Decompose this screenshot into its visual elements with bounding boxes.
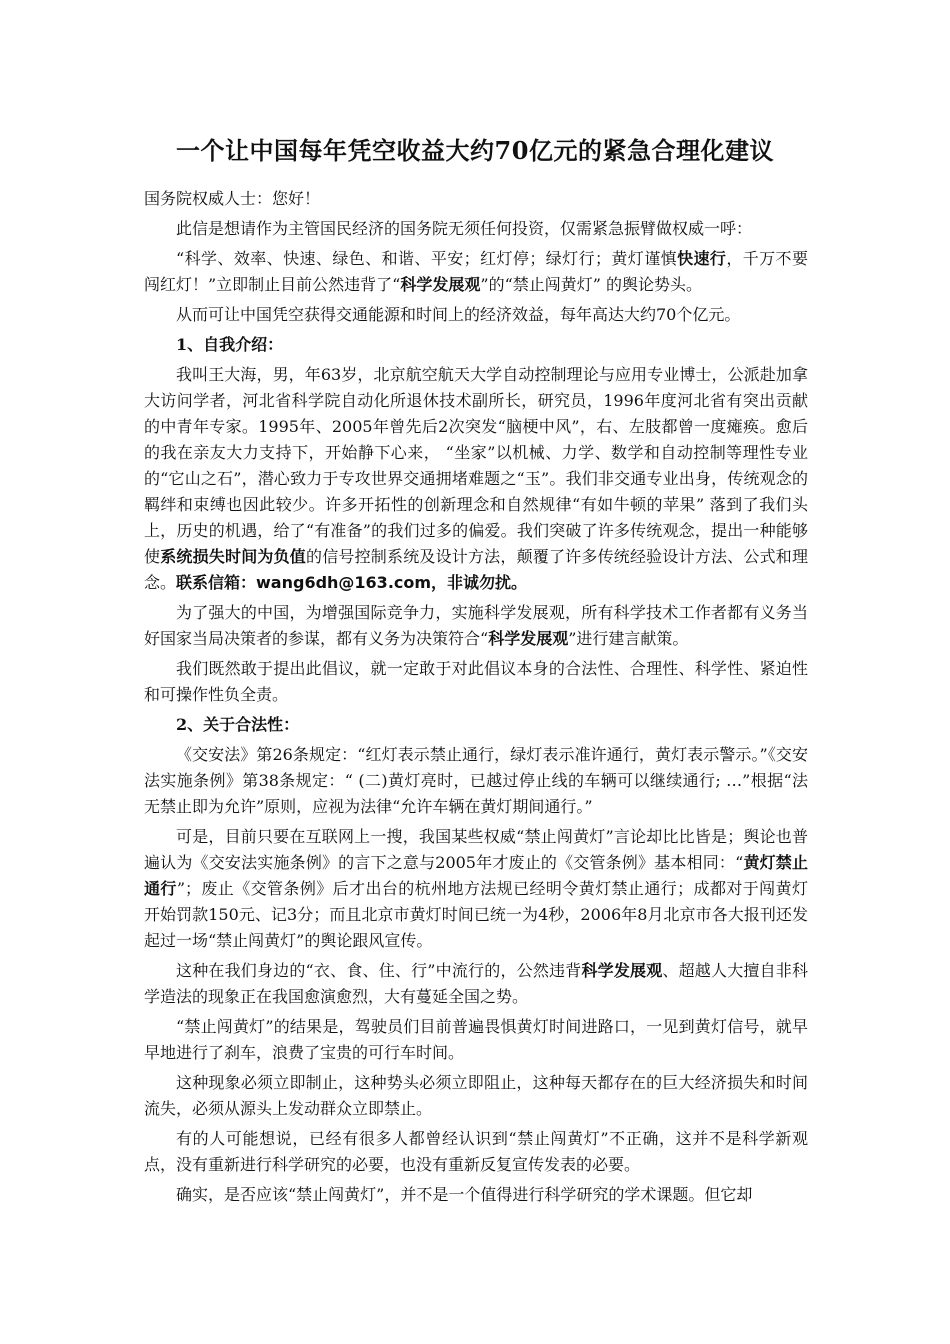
paragraph-5 bbox=[144, 600, 808, 652]
bold-text: 科学发展观 bbox=[400, 275, 481, 294]
section-heading-2: 2、关于合法性： bbox=[176, 715, 300, 734]
paragraph-11: 这种现象必须立即制止，这种势头必须立即阻止，这种每天都存在的巨大经济损失和时间流失，必须从源头上发动群众立即禁止。 bbox=[144, 1073, 808, 1118]
text: 、超越人大擅自非科学造法的现象正在我国愈演愈烈，大有蔓延全国之势。 bbox=[144, 961, 808, 1006]
paragraph-4 bbox=[144, 362, 808, 596]
text: “科学、效率、快速、绿色、和谐、平安；红灯停；绿灯行；黄灯谨慎 bbox=[176, 249, 678, 268]
bold-text: 科学发展观 bbox=[488, 629, 569, 648]
bold-text: 科学发展观 bbox=[581, 961, 663, 980]
section-heading-1: 1、自我介绍： bbox=[176, 335, 284, 354]
paragraph-2 bbox=[144, 246, 808, 298]
text: 为了强大的中国，为增强国际竞争力，实施科学发展观，所有科学技术工作者都有义务当好国家当局决策者的参谋，都有义务为决策符合“ bbox=[144, 603, 808, 648]
paragraph-13: 确实，是否应该“禁止闯黄灯”，并不是一个值得进行科学研究的学术课题。但它却 bbox=[176, 1185, 753, 1204]
bold-text: 系统损失时间为负值 bbox=[160, 547, 306, 566]
paragraph-3: 从而可让中国凭空获得交通能源和时间上的经济效益，每年高达大约70个亿元。 bbox=[176, 305, 741, 324]
paragraph-1: 此信是想请作为主管国民经济的国务院无须任何投资，仅需紧急振臂做权威一呼： bbox=[176, 219, 753, 238]
paragraph-9 bbox=[144, 958, 808, 1010]
bold-text: 快速行 bbox=[677, 249, 727, 268]
paragraph-6: 我们既然敢于提出此倡议，就一定敢于对此倡议本身的合法性、合理性、科学性、紧迫性和可操作性负全责。 bbox=[144, 659, 808, 704]
document-title: 一个让中国每年凭空收益大约70亿元的紧急合理化建议 bbox=[176, 136, 774, 165]
paragraph-7: 《交安法》第26条规定：“红灯表示禁止通行，绿灯表示准许通行，黄灯表示警示。”《交安法实施条例》第38条规定：“ (二)黄灯亮时，已越过停止线的车辆可以继续通行; …”根据“法无禁止即为允许”原则，应视为法律“允许车辆在黄灯期间通行。” bbox=[144, 745, 808, 816]
text: ”的“禁止闯黄灯” 的舆论势头。 bbox=[480, 275, 703, 294]
bold-text: 黄灯禁止通行 bbox=[144, 853, 808, 898]
contact-email: 联系信箱：wang6dh@163.com，非诚勿扰。 bbox=[176, 573, 528, 592]
paragraph-10: “禁止闯黄灯”的结果是，驾驶员们目前普遍畏惧黄灯时间进路口，一见到黄灯信号，就早早地进行了刹车，浪费了宝贵的可行车时间。 bbox=[144, 1017, 808, 1062]
paragraph-12: 有的人可能想说，已经有很多人都曾经认识到“禁止闯黄灯”不正确，这并不是科学新观点，没有重新进行科学研究的必要，也没有重新反复宣传发表的必要。 bbox=[144, 1129, 808, 1174]
greeting: 国务院权威人士：您好！ bbox=[144, 189, 321, 208]
text: 的信号控制系统及设计方法，颠覆了许多传统经验设计方法、公式和理念。 bbox=[144, 547, 808, 592]
text: ”；废止《交管条例》后才出台的杭州地方法规已经明令黄灯禁止通行；成都对于闯黄灯开始罚款150元、记3分；而且北京市黄灯时间已统一为4秒，2006年8月北京市各大报刊还发起过一场“禁止闯黄灯”的舆论跟风宣传。 bbox=[144, 879, 808, 950]
text: 我叫王大海，男，年63岁，北京航空航天大学自动控制理论与应用专业博士，公派赴加拿大访问学者，河北省科学院自动化所退休技术副所长，研究员，1996年度河北省有突出贡献的中青年专家。1995年、2005年曾先后2次突发“脑梗中风”，右、左肢都曾一度瘫痪。愈后的我在亲友大力支持下，开始静下心来， “坐家”以机械、力学、数学和自动控制等理性专业的“它山之石”，潜心致力于专攻世界交通拥堵难题之“玉”。我们非交通专业出身，传统观念的羁绊和束缚也因此较少。许多开拓性的创新理念和自然规律“有如牛顿的苹果” 落到了我们头上，历史的机遇，给了“有准备”的我们过多的偏爱。我们突破了许多传统观念，提出一种能够使 bbox=[144, 365, 808, 566]
text: 这种在我们身边的“衣、食、住、行”中流行的，公然违背 bbox=[176, 961, 582, 980]
text: ，千万不要闯红灯！”立即制止目前公然违背了“ bbox=[144, 249, 808, 294]
text: ”进行建言献策。 bbox=[568, 629, 689, 648]
text: 可是，目前只要在互联网上一搜，我国某些权威“禁止闯黄灯”言论却比比皆是；舆论也普遍认为《交安法实施条例》的言下之意与2005年才废止的《交管条例》基本相同：“ bbox=[144, 827, 808, 872]
paragraph-8 bbox=[144, 824, 808, 954]
document-body bbox=[144, 186, 808, 1212]
